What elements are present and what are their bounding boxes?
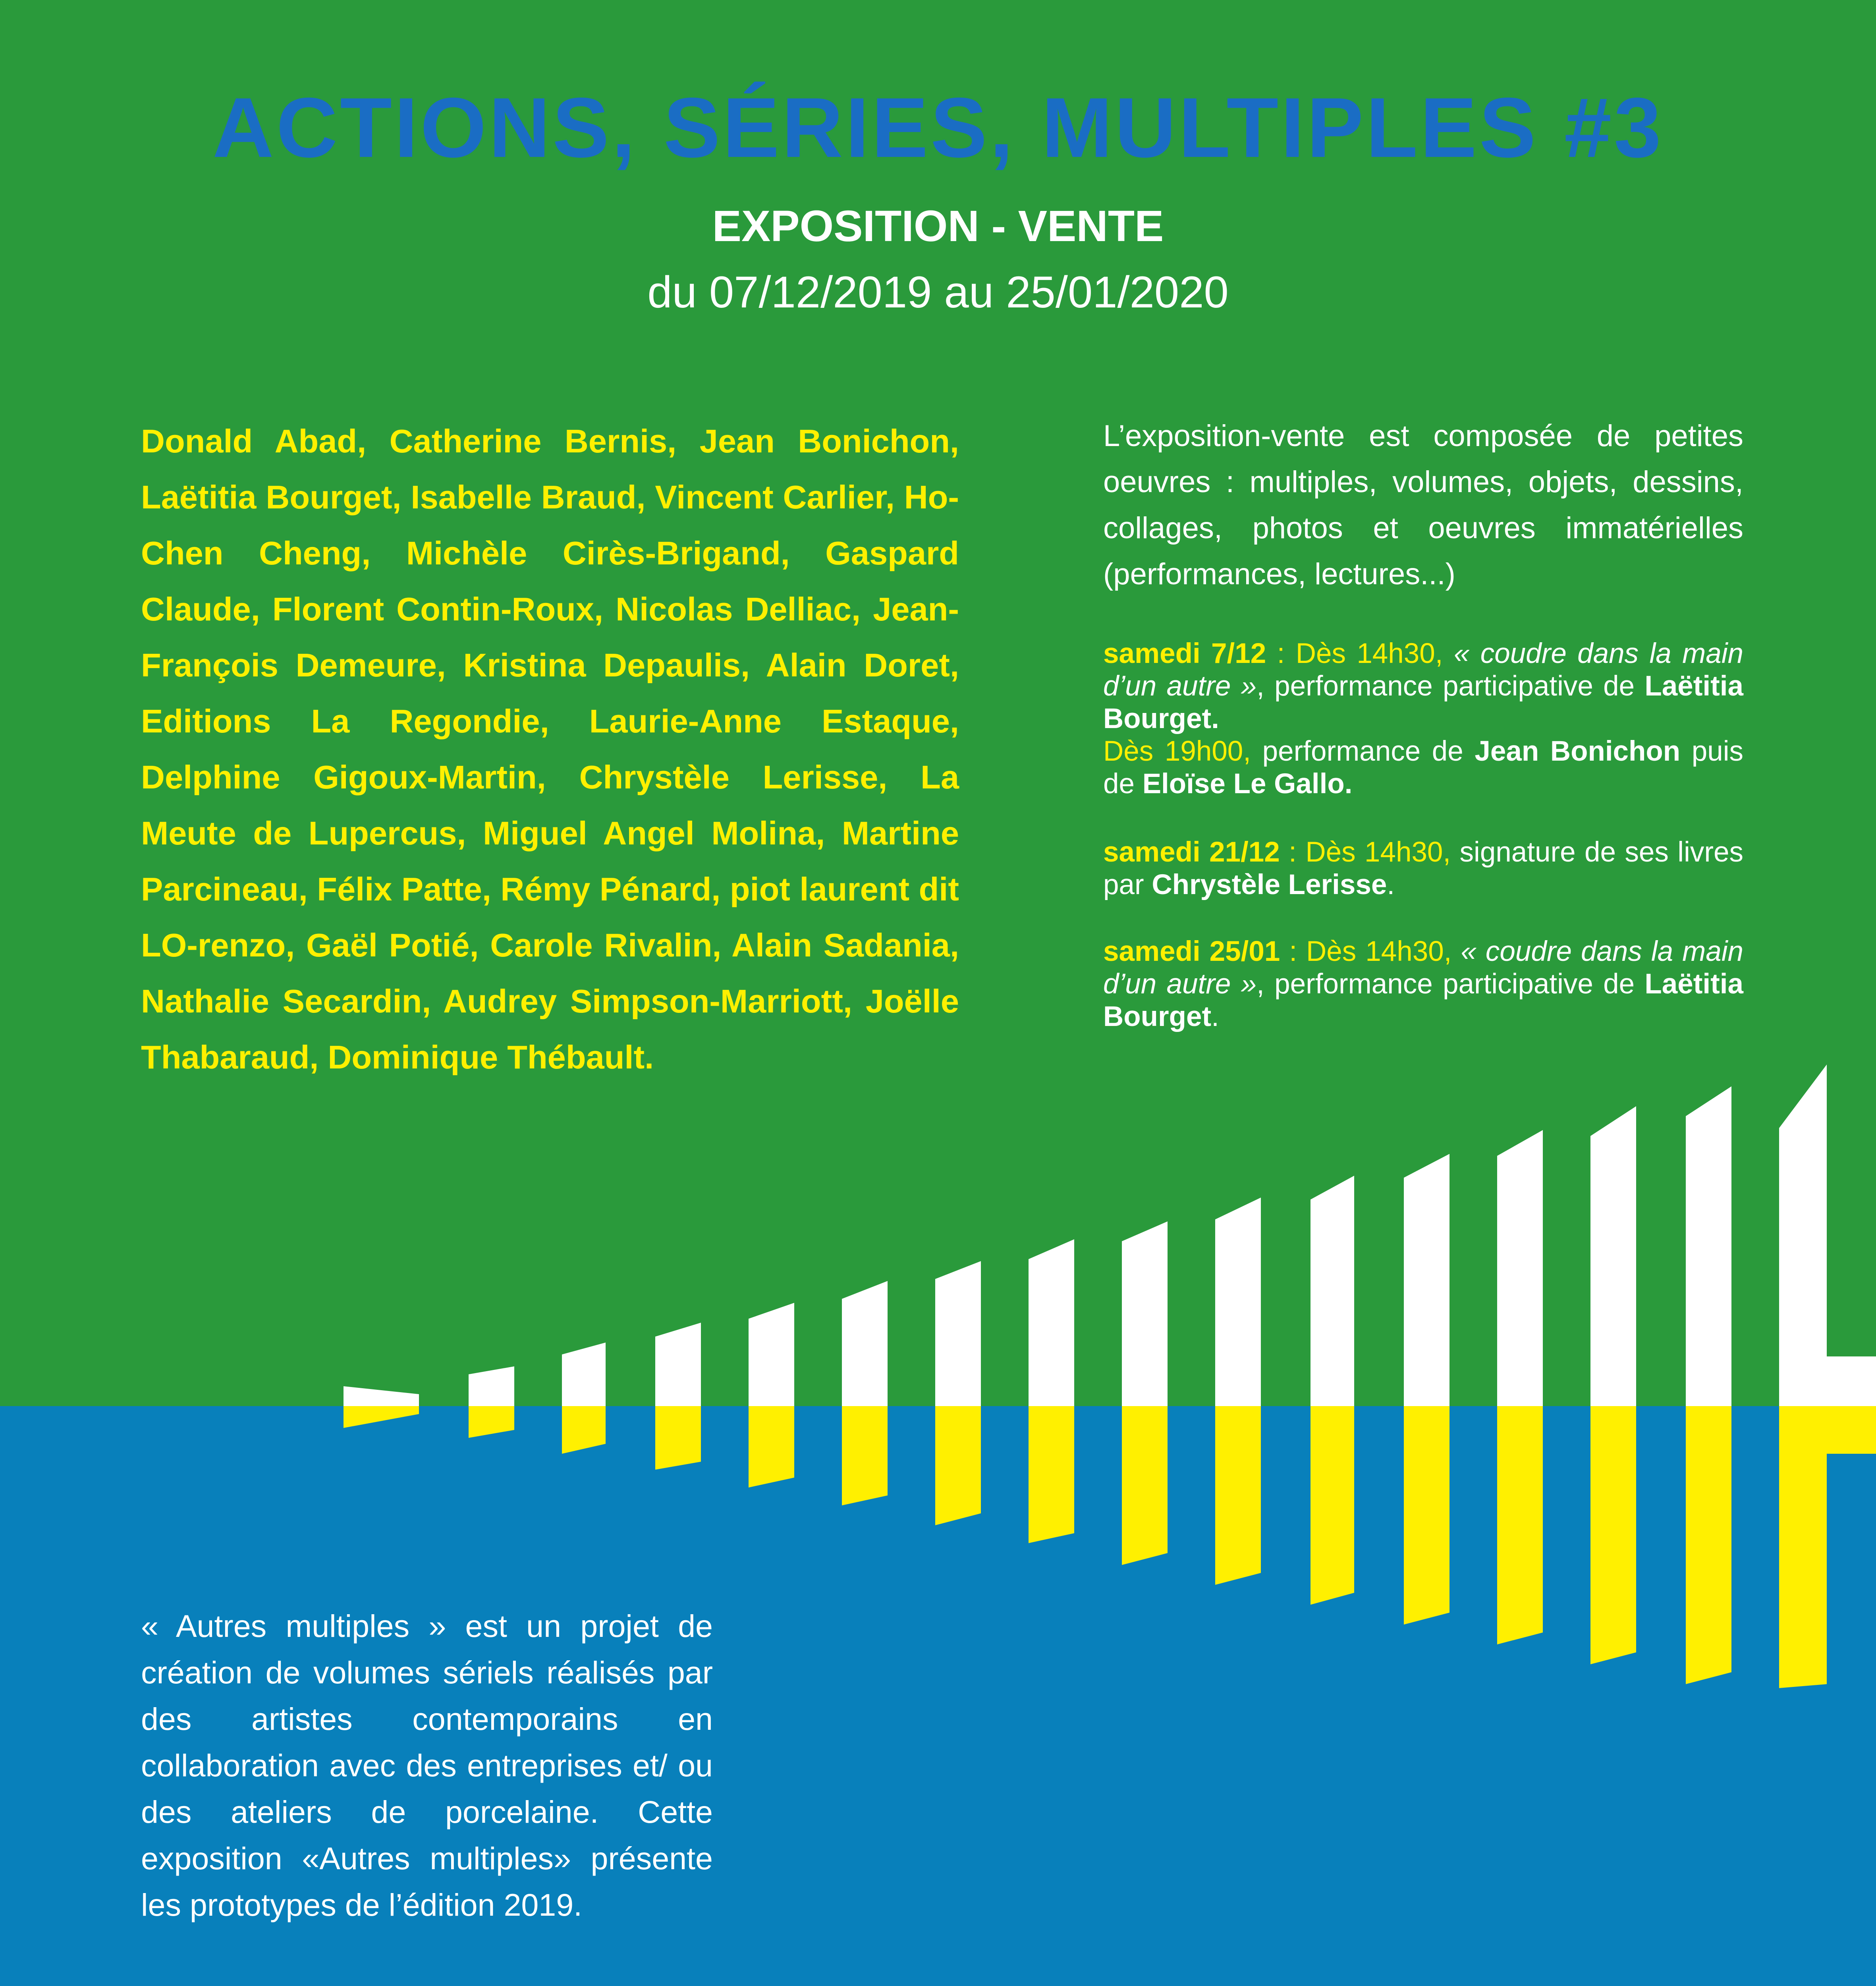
event-separator: : [1280, 837, 1306, 868]
stripe-bar-top [1779, 1064, 1827, 1406]
stripe-arm-bottom [1827, 1406, 1876, 1454]
event-date: samedi 21/12 [1103, 837, 1280, 868]
stripe-bar-top [1590, 1106, 1636, 1406]
stripe-bar-top [1215, 1198, 1261, 1406]
stripe-bar-bottom [935, 1406, 981, 1525]
event-item [1103, 935, 1743, 1033]
event-description: , performance participative de [1256, 670, 1645, 702]
stripe-bar-bottom [344, 1406, 419, 1428]
stripe-bar-top [935, 1261, 981, 1406]
stripe-bar-bottom [655, 1406, 701, 1470]
stripe-bar-top [842, 1281, 888, 1406]
event-description: , performance participative de [1256, 968, 1645, 1000]
stripe-bar-top [344, 1386, 419, 1406]
stripe-bar-bottom [1310, 1406, 1354, 1605]
stripe-bar-bottom [1029, 1406, 1074, 1543]
stripe-bar-top [655, 1323, 701, 1406]
stripe-bar-bottom [1215, 1406, 1261, 1585]
stripe-bar-bottom [1779, 1406, 1827, 1688]
stripe-bar-bottom [842, 1406, 888, 1505]
stripe-arm-top [1827, 1356, 1876, 1406]
stripe-bar-top [1686, 1086, 1731, 1406]
event-time: Dès 14h30, [1306, 936, 1452, 967]
stripe-bar-top [1497, 1130, 1543, 1406]
stripe-bar-bottom [1404, 1406, 1449, 1625]
event-quote: « coudre dans la main d’un autre » [1103, 936, 1743, 1000]
event-date: samedi 7/12 [1103, 638, 1266, 669]
stripe-bar-bottom [749, 1406, 794, 1488]
event-item [1103, 638, 1743, 800]
stripe-bar-top [1122, 1221, 1168, 1406]
stripe-bar-bottom [1590, 1406, 1636, 1664]
artists-list: Donald Abad, Catherine Bernis, Jean Bonichon, Laëtitia Bourget, Isabelle Braud, Vincent Carlier, Ho-Chen Cheng, Michèle Cirès-Brigand, Gaspard Claude, Florent Contin-Roux, Nicolas Delliac, Jean-François Demeure, Kristina Depaulis, Alain Doret, Editions La Regondie, Laurie-Anne Estaque, Delphine Gigoux-Martin, Chrystèle Lerisse, La Meute de Lupercus, Miguel Angel Molina, Martine Parcineau, Félix Patte, Rémy Pénard, piot laurent dit LO-renzo, Gaël Potié, Carole Rivalin, Alain Sadania, Nathalie Secardin, Audrey Simpson-Marriott, Joëlle Thabaraud, Dominique Thébault. [141, 423, 959, 1076]
event-artist: Laëtitia Bourget. [1103, 670, 1743, 734]
event-description-2: performance de [1251, 736, 1475, 767]
event-description: signature de ses livres par [1103, 837, 1743, 900]
stripe-bar-top [1029, 1239, 1074, 1406]
exhibition-subtitle: EXPOSITION - VENTE [712, 202, 1164, 251]
stripe-bar-top [562, 1343, 606, 1406]
event-end: . [1387, 869, 1395, 900]
exhibition-dates: du 07/12/2019 au 25/01/2020 [647, 267, 1229, 317]
stripe-bar-bottom [1122, 1406, 1168, 1565]
event-end: . [1211, 1001, 1219, 1032]
main-title: ACTIONS, SÉRIES, MULTIPLES #3 [212, 80, 1664, 175]
event-separator: : [1280, 936, 1307, 967]
stripe-bar-bottom [469, 1406, 514, 1438]
exhibition-description: L’exposition-vente est composée de petites oeuvres : multiples, volumes, objets, dessins, collages, photos et oeuvres immatérielles (performances, lectures...) [1103, 419, 1743, 591]
event-time-2: Dès 19h00, [1103, 736, 1251, 767]
event-artist: Laëtitia Bourget [1103, 968, 1743, 1032]
stripe-bar-bottom [1686, 1406, 1731, 1684]
event-artist: Chrystèle Lerisse [1152, 869, 1387, 900]
stripe-bar-top [1310, 1176, 1354, 1406]
event-quote: « coudre dans la main d’un autre » [1103, 638, 1743, 702]
event-separator: : [1266, 638, 1296, 669]
event-item [1103, 836, 1743, 901]
event-time: Dès 14h30, [1295, 638, 1443, 669]
stripe-bar-top [749, 1303, 794, 1406]
autres-multiples-description: « Autres multiples » est un projet de création de volumes sériels réalisés par des artistes contemporains en collaboration avec des entreprises et/ ou des ateliers de porcelaine. Cette exposition «Autres multiples» présente les prototypes de l’édition 2019. [141, 1608, 713, 1922]
stripe-bar-bottom [562, 1406, 606, 1454]
event-artist-3: Eloïse Le Gallo. [1142, 768, 1353, 800]
event-artist-2: Jean Bonichon [1475, 736, 1681, 767]
event-date: samedi 25/01 [1103, 936, 1280, 967]
event-description-3: puis de [1103, 736, 1743, 800]
stripe-bar-top [1404, 1154, 1449, 1406]
stripe-bar-top [469, 1366, 514, 1406]
stripe-bar-bottom [1497, 1406, 1543, 1644]
event-time: Dès 14h30, [1305, 837, 1451, 868]
